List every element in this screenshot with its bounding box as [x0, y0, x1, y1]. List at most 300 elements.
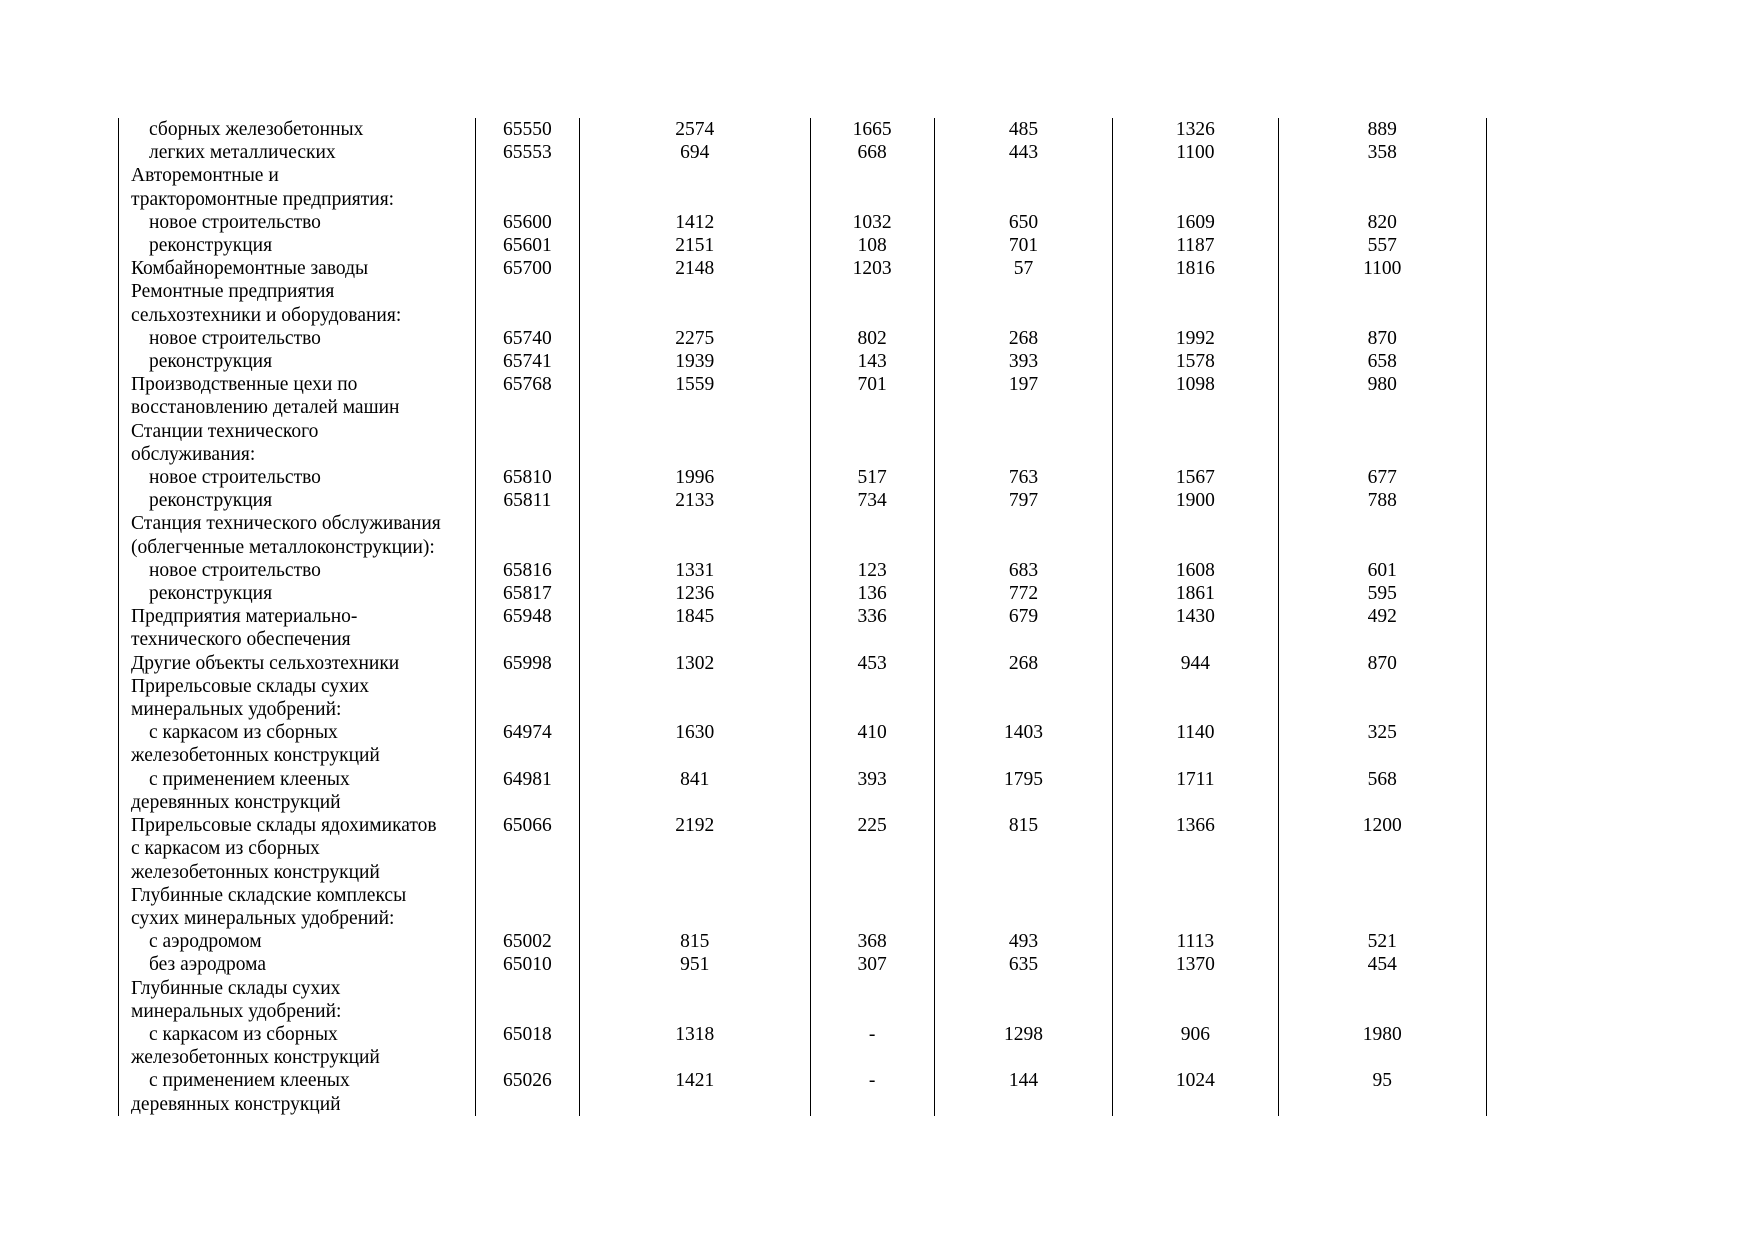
row-name-cell: сельхозтехники и оборудования: [119, 304, 476, 327]
value-cell-4 [1113, 977, 1278, 1000]
value-cell-5 [1278, 396, 1486, 419]
row-name-cell: Станция технического обслуживания [119, 512, 476, 535]
value-cell-5: 325 [1278, 721, 1486, 744]
code-cell: 65817 [475, 582, 579, 605]
value-cell-1: 1412 [580, 211, 811, 234]
value-cell-5 [1278, 837, 1486, 860]
value-cell-3 [934, 188, 1112, 211]
value-cell-1: 1939 [580, 350, 811, 373]
value-cell-5: 788 [1278, 489, 1486, 512]
value-cell-2: 701 [810, 373, 934, 396]
code-cell: 65998 [475, 652, 579, 675]
value-cell-5 [1278, 1000, 1486, 1023]
code-cell [475, 884, 579, 907]
table-row [119, 164, 1487, 187]
table-row [119, 512, 1487, 535]
row-name-cell: деревянных конструкций [119, 1093, 476, 1116]
value-cell-5: 568 [1278, 768, 1486, 791]
value-cell-3 [934, 1000, 1112, 1023]
value-cell-2: 802 [810, 327, 934, 350]
value-cell-1: 2148 [580, 257, 811, 280]
row-name-cell: без аэродрома [119, 953, 476, 976]
value-cell-5: 595 [1278, 582, 1486, 605]
value-cell-2: 1203 [810, 257, 934, 280]
value-cell-2 [810, 443, 934, 466]
value-cell-2: 668 [810, 141, 934, 164]
value-cell-2: 1665 [810, 118, 934, 141]
value-cell-4 [1113, 1093, 1278, 1116]
value-cell-4 [1113, 675, 1278, 698]
value-cell-4: 1816 [1113, 257, 1278, 280]
table-row [119, 744, 1487, 767]
value-cell-2 [810, 744, 934, 767]
code-cell [475, 164, 579, 187]
value-cell-4: 1430 [1113, 605, 1278, 628]
value-cell-3: 1403 [934, 721, 1112, 744]
row-name-cell: реконструкция [119, 234, 476, 257]
code-cell: 65810 [475, 466, 579, 489]
value-cell-4 [1113, 884, 1278, 907]
value-cell-2 [810, 280, 934, 303]
row-name-cell: новое строительство [119, 211, 476, 234]
value-cell-1: 1559 [580, 373, 811, 396]
value-cell-4 [1113, 1046, 1278, 1069]
value-cell-3: 57 [934, 257, 1112, 280]
table-row [119, 327, 1487, 350]
table-row [119, 466, 1487, 489]
value-cell-2 [810, 884, 934, 907]
table-row [119, 396, 1487, 419]
value-cell-2: 336 [810, 605, 934, 628]
value-cell-3: 683 [934, 559, 1112, 582]
value-cell-1: 2275 [580, 327, 811, 350]
value-cell-4: 1187 [1113, 234, 1278, 257]
value-cell-1 [580, 304, 811, 327]
value-cell-3: 485 [934, 118, 1112, 141]
value-cell-4: 944 [1113, 652, 1278, 675]
code-cell [475, 1046, 579, 1069]
value-cell-3: 797 [934, 489, 1112, 512]
value-cell-4 [1113, 907, 1278, 930]
value-cell-4 [1113, 837, 1278, 860]
row-name-cell: новое строительство [119, 327, 476, 350]
code-cell: 65018 [475, 1023, 579, 1046]
value-cell-3 [934, 512, 1112, 535]
value-cell-2 [810, 698, 934, 721]
table-row [119, 1093, 1487, 1116]
value-cell-1: 694 [580, 141, 811, 164]
code-cell: 64974 [475, 721, 579, 744]
value-cell-4 [1113, 536, 1278, 559]
value-cell-2 [810, 837, 934, 860]
value-cell-4: 906 [1113, 1023, 1278, 1046]
value-cell-3 [934, 791, 1112, 814]
value-cell-1 [580, 164, 811, 187]
table-row [119, 1000, 1487, 1023]
value-cell-2: - [810, 1069, 934, 1092]
value-cell-3 [934, 907, 1112, 930]
value-cell-1 [580, 420, 811, 443]
value-cell-3: 1298 [934, 1023, 1112, 1046]
value-cell-1 [580, 1093, 811, 1116]
table-row [119, 188, 1487, 211]
row-name-cell: Другие объекты сельхозтехники [119, 652, 476, 675]
value-cell-4 [1113, 861, 1278, 884]
value-cell-2: 307 [810, 953, 934, 976]
row-name-cell: с каркасом из сборных [119, 837, 476, 860]
value-cell-5: 454 [1278, 953, 1486, 976]
row-name-cell: реконструкция [119, 582, 476, 605]
data-table [118, 118, 1487, 1116]
table-row [119, 1046, 1487, 1069]
value-cell-5: 980 [1278, 373, 1486, 396]
value-cell-5: 677 [1278, 466, 1486, 489]
value-cell-1: 1236 [580, 582, 811, 605]
table-row [119, 652, 1487, 675]
value-cell-2 [810, 188, 934, 211]
value-cell-3 [934, 1046, 1112, 1069]
value-cell-3 [934, 837, 1112, 860]
code-cell: 65741 [475, 350, 579, 373]
table-row [119, 141, 1487, 164]
code-cell [475, 280, 579, 303]
row-name-cell: Комбайноремонтные заводы [119, 257, 476, 280]
code-cell [475, 1093, 579, 1116]
value-cell-4: 1992 [1113, 327, 1278, 350]
value-cell-4: 1098 [1113, 373, 1278, 396]
row-name-cell: Станции технического [119, 420, 476, 443]
value-cell-4 [1113, 396, 1278, 419]
value-cell-2 [810, 164, 934, 187]
table-row [119, 489, 1487, 512]
value-cell-4: 1326 [1113, 118, 1278, 141]
code-cell [475, 443, 579, 466]
value-cell-4 [1113, 304, 1278, 327]
row-name-cell: Прирельсовые склады сухих [119, 675, 476, 698]
value-cell-4: 1608 [1113, 559, 1278, 582]
value-cell-3: 635 [934, 953, 1112, 976]
value-cell-1 [580, 907, 811, 930]
code-cell [475, 1000, 579, 1023]
value-cell-5 [1278, 536, 1486, 559]
value-cell-5 [1278, 420, 1486, 443]
table-row [119, 930, 1487, 953]
value-cell-1: 1996 [580, 466, 811, 489]
value-cell-1: 1331 [580, 559, 811, 582]
value-cell-1 [580, 443, 811, 466]
value-cell-2 [810, 420, 934, 443]
value-cell-2 [810, 675, 934, 698]
value-cell-2: 123 [810, 559, 934, 582]
row-name-cell: железобетонных конструкций [119, 1046, 476, 1069]
value-cell-4: 1370 [1113, 953, 1278, 976]
value-cell-5 [1278, 861, 1486, 884]
value-cell-3: 679 [934, 605, 1112, 628]
value-cell-1: 1630 [580, 721, 811, 744]
value-cell-5 [1278, 907, 1486, 930]
row-name-cell: с каркасом из сборных [119, 1023, 476, 1046]
value-cell-3 [934, 861, 1112, 884]
code-cell: 65600 [475, 211, 579, 234]
value-cell-3 [934, 744, 1112, 767]
value-cell-1: 815 [580, 930, 811, 953]
value-cell-5 [1278, 512, 1486, 535]
value-cell-4 [1113, 512, 1278, 535]
value-cell-3 [934, 977, 1112, 1000]
value-cell-2: 108 [810, 234, 934, 257]
row-name-cell: Прирельсовые склады ядохимикатов [119, 814, 476, 837]
value-cell-3 [934, 396, 1112, 419]
code-cell: 65550 [475, 118, 579, 141]
value-cell-2 [810, 1000, 934, 1023]
value-cell-1 [580, 884, 811, 907]
table-row [119, 953, 1487, 976]
value-cell-3: 815 [934, 814, 1112, 837]
table-row [119, 605, 1487, 628]
value-cell-1 [580, 861, 811, 884]
value-cell-4 [1113, 164, 1278, 187]
table-row [119, 373, 1487, 396]
value-cell-4: 1100 [1113, 141, 1278, 164]
value-cell-4: 1578 [1113, 350, 1278, 373]
code-cell: 65002 [475, 930, 579, 953]
value-cell-5: 95 [1278, 1069, 1486, 1092]
code-cell [475, 188, 579, 211]
row-name-cell: новое строительство [119, 559, 476, 582]
value-cell-3: 443 [934, 141, 1112, 164]
row-name-cell: железобетонных конструкций [119, 744, 476, 767]
value-cell-5: 492 [1278, 605, 1486, 628]
table-row [119, 304, 1487, 327]
value-cell-4 [1113, 443, 1278, 466]
value-cell-2: 136 [810, 582, 934, 605]
table-row [119, 721, 1487, 744]
table-row [119, 280, 1487, 303]
table-row [119, 907, 1487, 930]
code-cell: 64981 [475, 768, 579, 791]
table-row [119, 1023, 1487, 1046]
value-cell-2 [810, 1093, 934, 1116]
value-cell-1 [580, 977, 811, 1000]
value-cell-1 [580, 536, 811, 559]
value-cell-1 [580, 698, 811, 721]
value-cell-2 [810, 977, 934, 1000]
value-cell-3 [934, 304, 1112, 327]
value-cell-5: 1100 [1278, 257, 1486, 280]
row-name-cell: Авторемонтные и [119, 164, 476, 187]
row-name-cell: минеральных удобрений: [119, 1000, 476, 1023]
value-cell-4 [1113, 280, 1278, 303]
value-cell-2 [810, 1046, 934, 1069]
value-cell-3 [934, 536, 1112, 559]
value-cell-5 [1278, 1093, 1486, 1116]
code-cell [475, 837, 579, 860]
value-cell-2 [810, 907, 934, 930]
row-name-cell: сборных железобетонных [119, 118, 476, 141]
value-cell-4: 1140 [1113, 721, 1278, 744]
value-cell-5 [1278, 698, 1486, 721]
value-cell-1: 2151 [580, 234, 811, 257]
value-cell-2 [810, 396, 934, 419]
value-cell-4: 1711 [1113, 768, 1278, 791]
code-cell: 65700 [475, 257, 579, 280]
table-row [119, 443, 1487, 466]
row-name-cell: железобетонных конструкций [119, 861, 476, 884]
value-cell-1 [580, 837, 811, 860]
value-cell-1 [580, 1046, 811, 1069]
value-cell-4: 1113 [1113, 930, 1278, 953]
code-cell [475, 396, 579, 419]
value-cell-5 [1278, 628, 1486, 651]
value-cell-5 [1278, 1046, 1486, 1069]
row-name-cell: обслуживания: [119, 443, 476, 466]
value-cell-2: 517 [810, 466, 934, 489]
code-cell: 65066 [475, 814, 579, 837]
value-cell-5 [1278, 791, 1486, 814]
value-cell-3: 701 [934, 234, 1112, 257]
value-cell-5 [1278, 280, 1486, 303]
value-cell-2: 225 [810, 814, 934, 837]
row-name-cell: с каркасом из сборных [119, 721, 476, 744]
code-cell [475, 907, 579, 930]
table-row [119, 350, 1487, 373]
code-cell: 65026 [475, 1069, 579, 1092]
value-cell-2 [810, 536, 934, 559]
value-cell-1 [580, 1000, 811, 1023]
value-cell-4: 1861 [1113, 582, 1278, 605]
value-cell-2 [810, 304, 934, 327]
value-cell-1 [580, 396, 811, 419]
table-row [119, 211, 1487, 234]
row-name-cell: с аэродромом [119, 930, 476, 953]
value-cell-2 [810, 512, 934, 535]
value-cell-4 [1113, 791, 1278, 814]
value-cell-5 [1278, 304, 1486, 327]
value-cell-2: 734 [810, 489, 934, 512]
value-cell-3 [934, 164, 1112, 187]
table-row [119, 884, 1487, 907]
row-name-cell: деревянных конструкций [119, 791, 476, 814]
value-cell-3: 763 [934, 466, 1112, 489]
table-row [119, 582, 1487, 605]
value-cell-3 [934, 628, 1112, 651]
value-cell-3 [934, 698, 1112, 721]
value-cell-5: 1200 [1278, 814, 1486, 837]
value-cell-5 [1278, 977, 1486, 1000]
code-cell [475, 304, 579, 327]
value-cell-5: 358 [1278, 141, 1486, 164]
value-cell-3 [934, 280, 1112, 303]
value-cell-4 [1113, 628, 1278, 651]
value-cell-3: 1795 [934, 768, 1112, 791]
table-row [119, 675, 1487, 698]
code-cell [475, 698, 579, 721]
row-name-cell: с применением клееных [119, 1069, 476, 1092]
code-cell: 65601 [475, 234, 579, 257]
table-row [119, 768, 1487, 791]
value-cell-3: 268 [934, 327, 1112, 350]
value-cell-2: 393 [810, 768, 934, 791]
value-cell-1: 951 [580, 953, 811, 976]
value-cell-2: 453 [810, 652, 934, 675]
table-row [119, 837, 1487, 860]
table-row [119, 977, 1487, 1000]
value-cell-1: 2574 [580, 118, 811, 141]
code-cell [475, 977, 579, 1000]
value-cell-1: 2133 [580, 489, 811, 512]
value-cell-5: 1980 [1278, 1023, 1486, 1046]
value-cell-3 [934, 675, 1112, 698]
value-cell-1: 841 [580, 768, 811, 791]
table-body [119, 118, 1487, 1116]
value-cell-5 [1278, 188, 1486, 211]
row-name-cell: Производственные цехи по [119, 373, 476, 396]
value-cell-3: 268 [934, 652, 1112, 675]
value-cell-4 [1113, 744, 1278, 767]
code-cell: 65553 [475, 141, 579, 164]
row-name-cell: реконструкция [119, 350, 476, 373]
value-cell-2: 143 [810, 350, 934, 373]
code-cell [475, 744, 579, 767]
value-cell-3: 144 [934, 1069, 1112, 1092]
row-name-cell: тракторомонтные предприятия: [119, 188, 476, 211]
table-row [119, 234, 1487, 257]
value-cell-5 [1278, 164, 1486, 187]
value-cell-5: 601 [1278, 559, 1486, 582]
row-name-cell: Глубинные складские комплексы [119, 884, 476, 907]
row-name-cell: реконструкция [119, 489, 476, 512]
value-cell-1 [580, 628, 811, 651]
code-cell [475, 791, 579, 814]
value-cell-5 [1278, 675, 1486, 698]
code-cell: 65811 [475, 489, 579, 512]
value-cell-1: 1421 [580, 1069, 811, 1092]
table-row [119, 861, 1487, 884]
value-cell-3 [934, 884, 1112, 907]
value-cell-4 [1113, 698, 1278, 721]
table-row [119, 536, 1487, 559]
value-cell-5 [1278, 744, 1486, 767]
value-cell-4: 1024 [1113, 1069, 1278, 1092]
code-cell [475, 861, 579, 884]
value-cell-4: 1366 [1113, 814, 1278, 837]
value-cell-5 [1278, 884, 1486, 907]
value-cell-3: 772 [934, 582, 1112, 605]
table-row [119, 628, 1487, 651]
value-cell-3: 493 [934, 930, 1112, 953]
row-name-cell: восстановлению деталей машин [119, 396, 476, 419]
value-cell-1 [580, 675, 811, 698]
code-cell [475, 628, 579, 651]
code-cell [475, 512, 579, 535]
row-name-cell: технического обеспечения [119, 628, 476, 651]
value-cell-4: 1567 [1113, 466, 1278, 489]
value-cell-5: 820 [1278, 211, 1486, 234]
value-cell-5: 658 [1278, 350, 1486, 373]
value-cell-1 [580, 188, 811, 211]
row-name-cell: Предприятия материально- [119, 605, 476, 628]
row-name-cell: минеральных удобрений: [119, 698, 476, 721]
value-cell-2: - [810, 1023, 934, 1046]
value-cell-4: 1900 [1113, 489, 1278, 512]
table-row [119, 1069, 1487, 1092]
row-name-cell: Ремонтные предприятия [119, 280, 476, 303]
value-cell-1: 1845 [580, 605, 811, 628]
code-cell: 65010 [475, 953, 579, 976]
code-cell: 65816 [475, 559, 579, 582]
value-cell-1: 2192 [580, 814, 811, 837]
value-cell-5: 521 [1278, 930, 1486, 953]
